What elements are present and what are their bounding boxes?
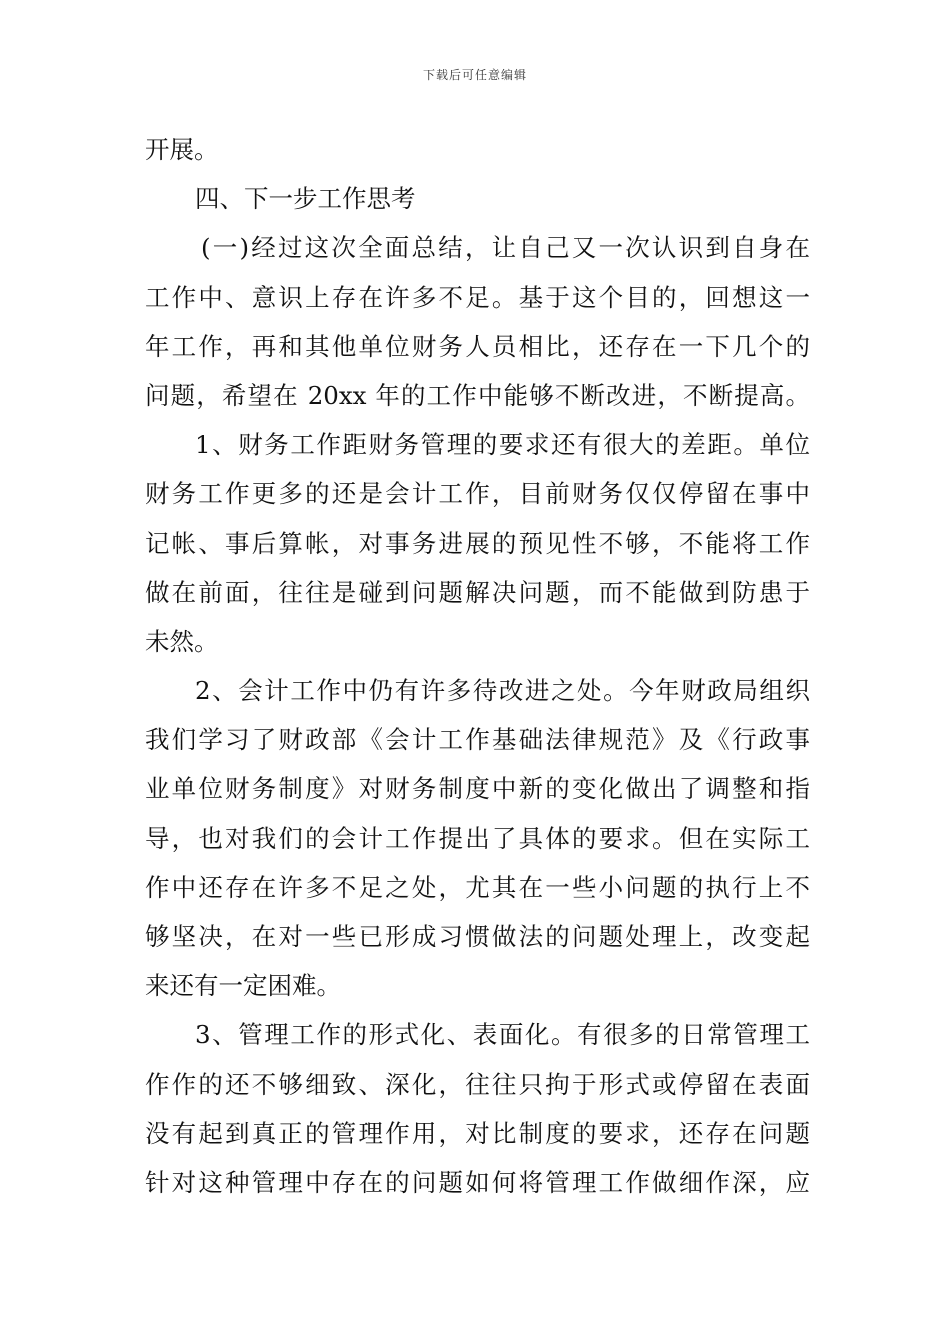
text-line: 来还有一定困难。 — [145, 971, 341, 1001]
header-note: 下载后可任意编辑 — [422, 68, 527, 82]
text-line: 作作的还不够细致、深化，往往只拘于形式或停留在表面 — [145, 1069, 810, 1099]
text-line: 开展。 — [145, 135, 219, 164]
text-line: 记帐、事后算帐，对事务进展的预见性不够，不能将工作 — [145, 528, 810, 558]
text-line: 针对这种管理中存在的问题如何将管理工作做细作深，应 — [145, 1167, 810, 1197]
text-line: 1、财务工作距财务管理的要求还有很大的差距。单位 — [195, 430, 810, 460]
text-line: 工作中、意识上存在许多不足。基于这个目的，回想这一 — [145, 282, 810, 312]
text-line: 我们学习了财政部《会计工作基础法律规范》及《行政事 — [145, 725, 810, 755]
text-line: 没有起到真正的管理作用，对比制度的要求，还存在问题 — [145, 1118, 810, 1148]
body-text — [145, 125, 810, 1207]
text-line: 2、会计工作中仍有许多待改进之处。今年财政局组织 — [195, 676, 810, 706]
text-line: 够坚决，在对一些已形成习惯做法的问题处理上，改变起 — [145, 922, 810, 951]
text-line: 导，也对我们的会计工作提出了具体的要求。但在实际工 — [145, 823, 810, 853]
text-line: 问题，希望在 20xx 年的工作中能够不断改进，不断提高。 — [145, 380, 810, 410]
text-line: 3、管理工作的形式化、表面化。有很多的日常管理工 — [195, 1020, 810, 1050]
text-line: (一)经过这次全面总结，让自己又一次认识到自身在 — [201, 233, 810, 263]
text-line: 业单位财务制度》对财务制度中新的变化做出了调整和指 — [145, 774, 810, 804]
text-line: 财务工作更多的还是会计工作，目前财务仅仅停留在事中 — [145, 479, 810, 509]
text-line: 做在前面，往往是碰到问题解决问题，而不能做到防患于 — [145, 577, 810, 607]
text-line: 年工作，再和其他单位财务人员相比，还存在一下几个的 — [145, 331, 810, 361]
text-line: 作中还存在许多不足之处，尤其在一些小问题的执行上不 — [145, 872, 810, 902]
section-heading: 四、下一步工作思考 — [195, 184, 416, 214]
text-line: 未然。 — [145, 626, 219, 656]
